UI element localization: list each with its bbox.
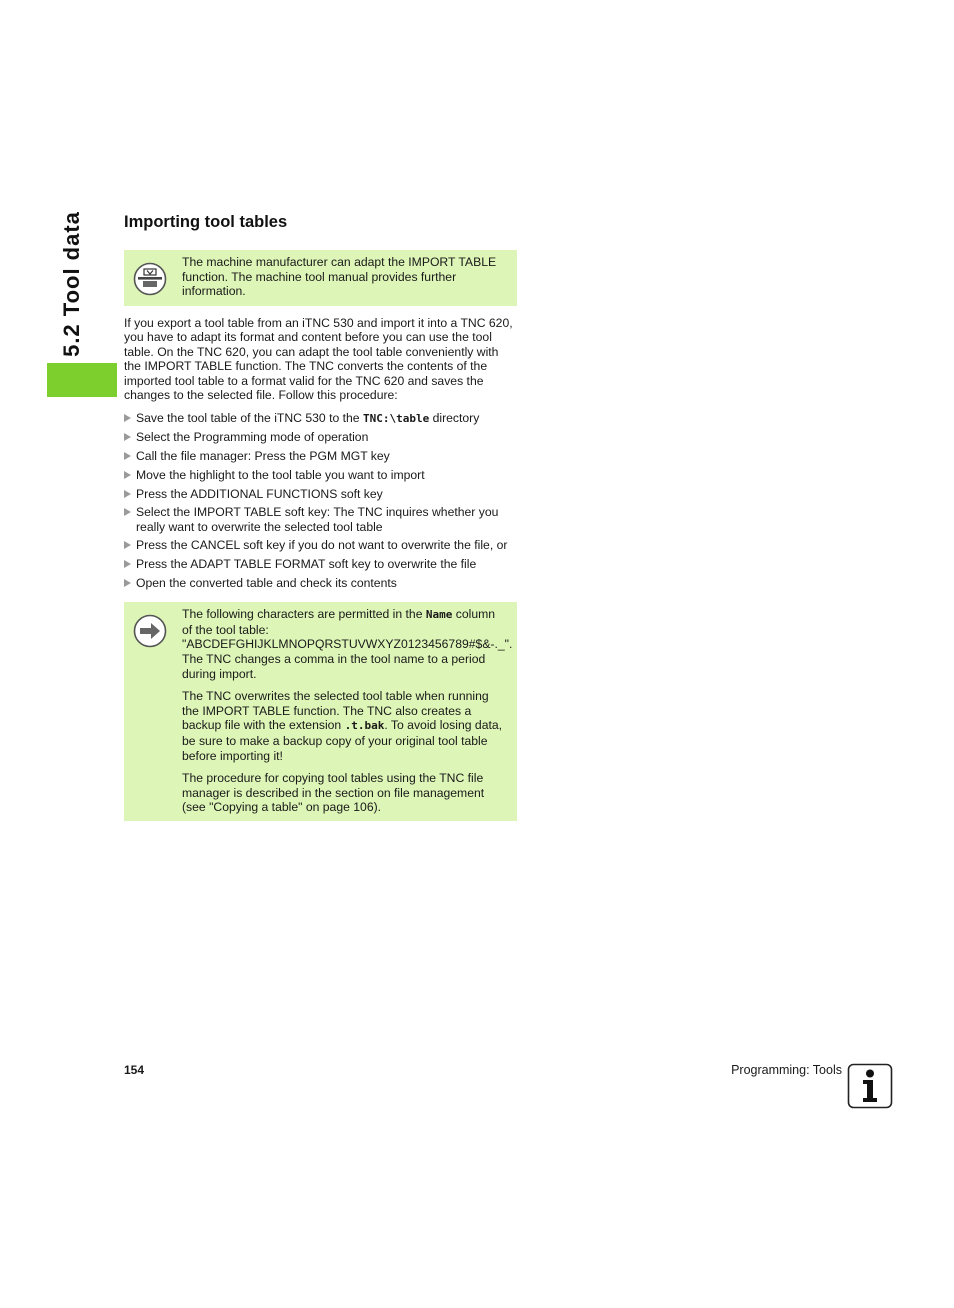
section-title-vertical [46, 211, 98, 357]
info-icon [847, 1063, 893, 1109]
section-title-text: 5.2 Tool data [59, 211, 84, 357]
note-characters-paragraph: The following characters are permitted in the Name column of the tool table: "ABCDEFGHIJKLMNOPQRSTUVWXYZ0123456789#$&-._". The TNC changes a comma in the tool name to a period during import. [182, 607, 513, 681]
procedure-step: Call the file manager: Press the PGM MGT key [124, 449, 517, 464]
code-name-column: Name [425, 608, 453, 622]
step-arrow-icon [124, 560, 131, 568]
step-arrow-icon [124, 414, 131, 422]
info-note-box [124, 602, 517, 821]
procedure-step: Select the IMPORT TABLE soft key: The TNC inquires whether you really want to overwrite the selected tool table [124, 505, 517, 534]
step-arrow-icon [124, 579, 131, 587]
main-content [124, 210, 517, 821]
procedure-step: Press the ADAPT TABLE FORMAT soft key to overwrite the file [124, 557, 517, 572]
procedure-step: Select the Programming mode of operation [124, 430, 517, 445]
note-copying-paragraph: The procedure for copying tool tables using the TNC file manager is described in the section on file management (see "Copying a table" on page 106). [182, 771, 485, 815]
procedure-step: Open the converted table and check its contents [124, 576, 517, 591]
step-arrow-icon [124, 433, 131, 441]
intro-paragraph: If you export a tool table from an iTNC 530 and import it into a TNC 620, you have to adapt its format and content before you can use the tool table. On the TNC 620, you can adapt the tool table conveniently with the IMPORT TABLE function. The TNC converts the contents of the imported tool table to a format valid for the TNC 620 and saves the changes to the selected file. Follow this procedure: [124, 315, 513, 403]
section-tab-marker [47, 363, 117, 397]
chapter-name: Programming: Tools [731, 1063, 842, 1077]
page-number: 154 [124, 1063, 145, 1077]
step-arrow-icon [124, 490, 131, 498]
arrow-right-icon [133, 614, 167, 648]
procedure-step: Move the highlight to the tool table you want to import [124, 468, 517, 483]
procedure-step: Save the tool table of the iTNC 530 to the TNC:\table directory [124, 411, 517, 427]
step-arrow-icon [124, 471, 131, 479]
page-heading: Importing tool tables [124, 213, 288, 231]
step-arrow-icon [124, 452, 131, 460]
procedure-steps [124, 411, 517, 591]
procedure-step: Press the CANCEL soft key if you do not want to overwrite the file, or [124, 538, 517, 553]
step-arrow-icon [124, 508, 131, 516]
procedure-step: Press the ADDITIONAL FUNCTIONS soft key [124, 487, 517, 502]
step-arrow-icon [124, 541, 131, 549]
machine-manufacturer-icon [133, 262, 167, 296]
manufacturer-note-text: The machine manufacturer can adapt the IMPORT TABLE function. The machine tool manual provides further information. [182, 255, 497, 299]
code-backup-extension: .t.bak [344, 719, 385, 733]
manufacturer-note-box [124, 250, 517, 306]
note-overwrite-paragraph: The TNC overwrites the selected tool table when running the IMPORT TABLE function. The TNC also creates a backup file with the extension .t.bak. To avoid losing data, be sure to make a backup copy of your original tool table before importing it! [182, 689, 503, 763]
code-directory: TNC:\table [362, 411, 430, 425]
